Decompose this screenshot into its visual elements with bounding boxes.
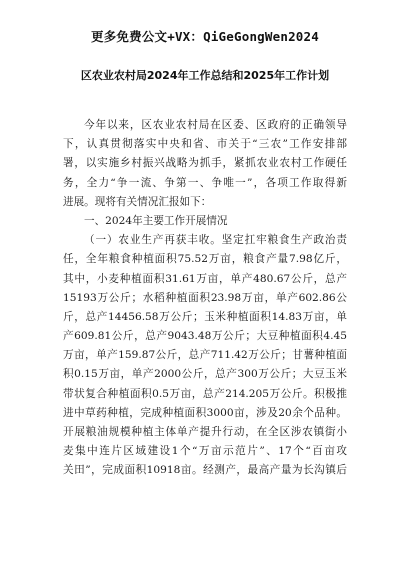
body-line: 务，全力“争一流、争第一、争唯一”，各项工作取得新 — [63, 176, 347, 189]
body-line: 关田”，完成面积10918亩。经测产，最高产量为长沟镇后 — [63, 464, 347, 477]
document-body — [63, 116, 347, 481]
body-line: 积0.15万亩，单产2000公斤，总产300万公斤；大豆玉米 — [63, 368, 347, 381]
body-line: 今年以来，区农业农村局在区委、区政府的正确领导 — [84, 119, 347, 131]
document-title: 区农业农村局2024年工作总结和2025年工作计划 — [80, 69, 330, 82]
body-line: 下，认真贯彻落实中央和省、市关于“三农”工作安排部 — [63, 138, 347, 151]
body-line: 麦集中连片区域建设1个“万亩示范片”、17个“百亩攻 — [63, 445, 347, 458]
body-line: 进展。现将有关情况汇报如下： — [63, 195, 212, 208]
body-line: 带状复合种植面积0.5万亩，总产214.205万公斤。积极推 — [63, 387, 347, 400]
body-line: 一、2024年主要工作开展情况 — [84, 214, 228, 227]
body-line: 产609.81公斤，总产9043.48万公斤；大豆种植面积4.45 — [63, 330, 347, 343]
promo-header: 更多免费公文+VX：QiGeGongWen2024 — [91, 29, 319, 44]
body-line: （一）农业生产再获丰收。坚定扛牢粮食生产政治责 — [84, 234, 347, 247]
body-line: 万亩，单产159.87公斤，总产711.42万公斤；甘薯种植面 — [63, 349, 347, 362]
body-line: 斤，总产14456.58万公斤；玉米种植面积14.83万亩，单 — [63, 310, 347, 323]
body-line: 其中，小麦种植面积31.61万亩，单产480.67公斤，总产 — [63, 272, 347, 285]
body-line: 进中草药种植，完成种植面积3000亩，涉及20余个品种。 — [63, 406, 347, 419]
body-line: 署，以实施乡村振兴战略为抓手，紧抓农业农村工作硬任 — [63, 157, 347, 170]
body-line: 15193万公斤；水稻种植面积23.98万亩，单产602.86公 — [63, 291, 347, 304]
body-line: 开展粮油规模种植主体单产提升行动，在全区涉农镇街小 — [63, 426, 347, 438]
body-line: 任，全年粮食种植面积75.52万亩，粮食产量7.98亿斤， — [63, 253, 347, 266]
